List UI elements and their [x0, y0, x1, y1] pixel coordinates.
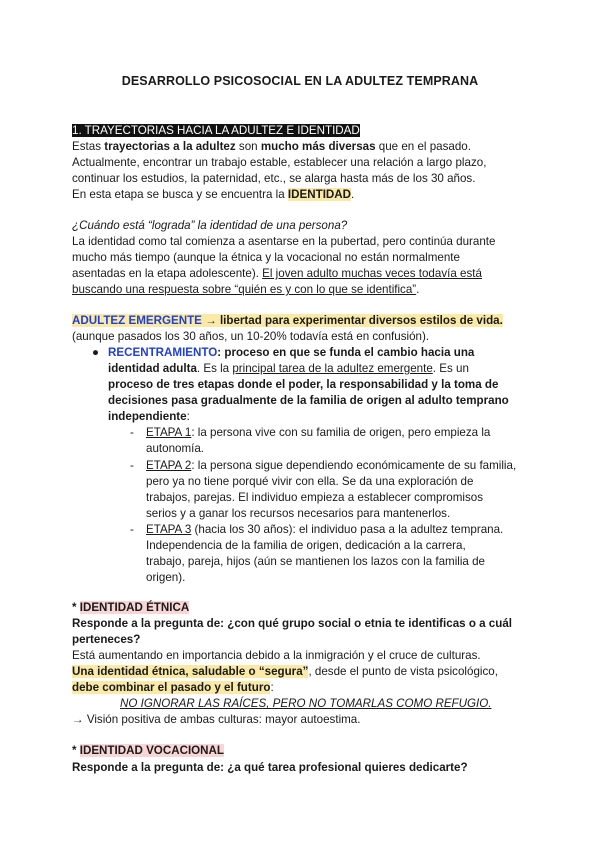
- etnica-question: perteneces?: [72, 633, 141, 646]
- bullet-line: independiente:: [108, 410, 190, 423]
- paragraph-line: mucho más tiempo (aunque la étnica y la vocacional no están normalmente: [72, 251, 460, 264]
- emergente-note: (aunque pasados los 30 años, un 10-20% todavía está en confusión).: [72, 330, 430, 343]
- etapa-3-line: origen).: [146, 571, 186, 584]
- etapa-2-line: ETAPA 2: la persona sigue dependiendo económicamente de su familia,: [146, 459, 517, 472]
- identidad-highlight: IDENTIDAD: [287, 188, 352, 201]
- bullet-dot: ●: [92, 346, 100, 359]
- dash-marker: -: [130, 426, 134, 439]
- paragraph-line: buscando una respuesta sobre “quién es y con lo que se identifica”.: [72, 283, 420, 296]
- paragraph-line: continuar los estudios, la paternidad, etc., se alarga hasta más de los 30 años.: [72, 172, 476, 185]
- etapa-3-line: Independencia de la familia de origen, dedicación a la carrera,: [146, 539, 466, 552]
- paragraph-line: En esta etapa se busca y se encuentra la IDENTIDAD.: [72, 188, 355, 201]
- paragraph-line: debe combinar el pasado y el futuro:: [72, 681, 274, 694]
- etapa-2-line: trabajos, parejas. El individuo empieza a establecer compromisos: [146, 491, 484, 504]
- paragraph-line: La identidad como tal comienza a asentarse en la pubertad, pero continúa durante: [72, 235, 496, 248]
- etapa-2-line: pero ya no tiene porqué vivir con ella. Se da una exploración de: [146, 475, 474, 488]
- etapa-3-line: ETAPA 3 (hacia los 30 años): el individuo pasa a la adultez temprana.: [146, 523, 504, 536]
- etnica-heading: * IDENTIDAD ÉTNICA: [72, 601, 190, 614]
- emergente-heading: ADULTEZ EMERGENTE → libertad para experimentar diversos estilos de vida.: [72, 314, 503, 327]
- paragraph-line: Actualmente, encontrar un trabajo estable, establecer una relación a largo plazo,: [72, 156, 487, 169]
- etapa-3-line: trabajo, pareja, hijos (aún se mantienen los lazos con la familia de: [146, 555, 485, 568]
- etapa-1-line: ETAPA 1: la persona vive con su familia de origen, pero empieza la: [146, 426, 491, 439]
- etapa-2-line: serios y a ganar los recursos necesarios para mantenerlos.: [146, 507, 451, 520]
- etnica-question: Responde a la pregunta de: ¿con qué grupo social o etnia te identificas o a cuál: [72, 617, 512, 630]
- bullet-line: decisiones pasa gradualmente de la familia de origen al adulto temprano: [108, 394, 509, 407]
- emphasis-line: NO IGNORAR LAS RAÍCES, PERO NO TOMARLAS COMO REFUGIO.: [120, 697, 492, 710]
- paragraph-line: Está aumentando en importancia debido a la inmigración y el cruce de culturas.: [72, 649, 481, 662]
- dash-marker: -: [130, 523, 134, 536]
- bullet-line: identidad adulta. Es la principal tarea de la adultez emergente. Es un: [108, 362, 469, 375]
- paragraph-line: → Visión positiva de ambas culturas: mayor autoestima.: [72, 713, 361, 726]
- bullet-line: RECENTRAMIENTO: proceso en que se funda el cambio hacia una: [108, 346, 475, 359]
- etapa-1-line: autonomía.: [146, 442, 205, 455]
- section-heading-trayectorias: 1. TRAYECTORIAS HACIA LA ADULTEZ E IDENTIDAD: [72, 124, 360, 137]
- vocacional-question: Responde a la pregunta de: ¿a qué tarea profesional quieres dedicarte?: [72, 761, 468, 774]
- page-title: DESARROLLO PSICOSOCIAL EN LA ADULTEZ TEMPRANA: [121, 74, 479, 88]
- question-line: ¿Cuándo está “lograda” la identidad de una persona?: [72, 219, 348, 232]
- paragraph-line: asentadas en la etapa adolescente). El joven adulto muchas veces todavía está: [72, 267, 482, 280]
- bullet-line: proceso de tres etapas donde el poder, la responsabilidad y la toma de: [108, 378, 499, 391]
- paragraph-line: Una identidad étnica, saludable o “segura”, desde el punto de vista psicológico,: [72, 665, 498, 678]
- dash-marker: -: [130, 459, 134, 472]
- vocacional-heading: * IDENTIDAD VOCACIONAL: [72, 744, 225, 757]
- paragraph-line: Estas trayectorias a la adultez son mucho más diversas que en el pasado.: [72, 140, 471, 153]
